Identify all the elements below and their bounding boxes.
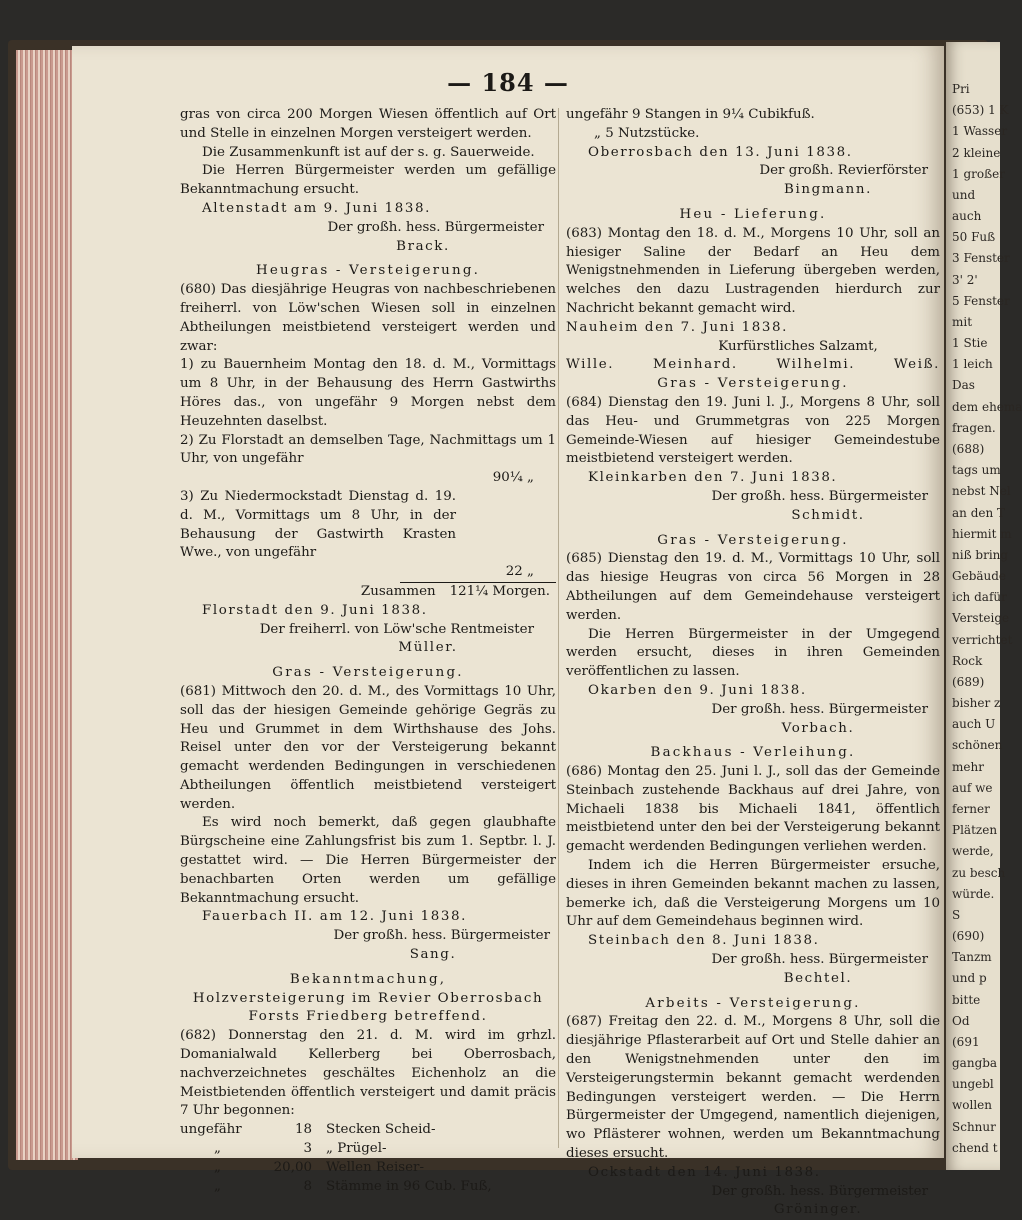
notice-heading: Bekanntmachung, xyxy=(289,971,447,987)
next-page-fragment: 50 Fuß xyxy=(952,230,996,245)
next-page-fragment: nebst Nel xyxy=(952,484,1011,499)
next-page-fragment: bitte xyxy=(952,992,981,1007)
signature-title: Der großh. hess. Bürgermeister xyxy=(333,928,550,944)
next-page-fragment: fragen. xyxy=(952,420,996,435)
wood-table-continued: „ 5 Nutzstücke. xyxy=(594,125,700,141)
next-page-fragment: (689) xyxy=(952,674,985,689)
paragraph: Indem ich die Herren Bürgermeister ersuche, dieses in ihren Gemeinden bekannt machen zu lassen, bemerke ich, daß die Versteigerung Morgens um 10 Uhr auf dem Gemeindehaus beginnen wird. xyxy=(566,858,940,930)
next-page-fragment: 1 Wasser xyxy=(952,124,1008,139)
signature-title: Der großh. hess. Bürgermeister xyxy=(711,701,928,717)
paragraph: Die Herren Bürgermeister werden um gefällige Bekanntmachung ersucht. xyxy=(180,163,556,198)
next-page-fragment: tags um xyxy=(952,463,1001,478)
next-page-fragment: 1 Stie xyxy=(952,336,988,351)
next-page-fragment: Pri xyxy=(952,82,970,96)
signature-name: Bingmann. xyxy=(784,182,872,198)
quantity: 90¼ „ xyxy=(492,470,534,486)
notice-685: (685) Dienstag den 19. d. M., Vormittags 10 Uhr, soll das hiesige Heugras von circa 56 Morgen in 28 Abtheilungen auf dem Gemeindehause versteigert werden. xyxy=(566,551,940,623)
next-page-fragment: Schnur xyxy=(952,1119,996,1134)
place-date: Fauerbach II. am 12. Juni 1838. xyxy=(202,909,467,925)
next-page-fragment: Versteige xyxy=(952,611,1010,626)
signature-title: Der großh. hess. Bürgermeister xyxy=(711,1183,928,1199)
signature-name: Müller. xyxy=(398,640,458,656)
list-item-2: 2) Zu Florstadt an demselben Tage, Nachmittags um 1 Uhr, von ungefähr xyxy=(180,432,556,467)
page-number: — 184 — xyxy=(447,68,569,97)
next-page-fragment: 1 leich xyxy=(952,357,993,372)
signature-name: Schmidt. xyxy=(791,507,865,523)
wood-table-row xyxy=(180,1159,556,1178)
place-date: Altenstadt am 9. Juni 1838. xyxy=(202,200,431,216)
next-page-fragment: hiermit m xyxy=(952,526,1012,541)
notice-heading: Gras - Versteigerung. xyxy=(657,376,849,392)
signature-title: Der großh. hess. Bürgermeister xyxy=(711,488,928,504)
book xyxy=(8,40,1022,1218)
next-page-fragment: ferner xyxy=(952,802,990,816)
notice-680: (680) Das diesjährige Heugras von nachbeschriebenen freiherrl. von Löw'schen Wiesen soll in einzelnen Abtheilungen meistbietend versteigert werden und zwar: xyxy=(180,282,556,354)
list-item-3: 3) Zu Niedermockstadt Dienstag d. 19. d. M., Vormittags um 8 Uhr, in der Behausung der Gastwirth Krasten Wwe., von ungefähr xyxy=(180,488,456,561)
signature-title: Der großh. hess. Bürgermeister xyxy=(327,219,544,235)
wood-table-row xyxy=(180,1178,556,1197)
page-edges xyxy=(16,50,78,1160)
signature-title: Kurfürstliches Salzamt, xyxy=(718,338,878,354)
notice-heading: Backhaus - Verleihung. xyxy=(650,745,856,761)
total-row xyxy=(180,583,556,602)
place-date: Ockstadt den 14. Juni 1838. xyxy=(588,1164,821,1180)
next-page-fragment: (690) xyxy=(952,929,985,944)
next-page-fragment: und xyxy=(952,187,976,202)
signature-title: Der freiherrl. von Löw'sche Rentmeister xyxy=(259,621,534,637)
next-page-fragment: 1 großer xyxy=(952,166,1005,181)
next-page-fragment: Od xyxy=(952,1013,970,1028)
next-page-fragment: würde. xyxy=(952,886,995,901)
next-page-fragment: S xyxy=(952,907,961,922)
signature-name: Gröninger. xyxy=(773,1202,863,1218)
signature-title: Der großh. Revierförster xyxy=(759,163,928,179)
wood-table-amount: 8 xyxy=(303,1178,312,1194)
notice-683: (683) Montag den 18. d. M., Morgens 10 Uhr, soll an hiesiger Saline der Bedarf an Heu dem Wenigstnehmenden in Lieferung übergeben werden, welches den dazu Lustragenden hierdurch zur Nachricht bekannt gemacht wird. xyxy=(566,225,940,316)
notice-682: (682) Donnerstag den 21. d. M. wird im grhzl. Domanialwald Kellerberg bei Oberrosbach, nachverzeichnetes geschältes Eichenholz an die Meistbietenden öffentlich versteigert und damit präcis 7 Uhr begonnen: xyxy=(180,1028,556,1119)
next-page-fragment: chend t xyxy=(952,1140,998,1155)
place-date: Florstadt den 9. Juni 1838. xyxy=(202,602,428,618)
next-page-fragment: bisher z xyxy=(952,696,1001,711)
next-page-fragment: niß bring xyxy=(952,547,1009,562)
next-page-fragment: auch xyxy=(952,209,982,224)
list-item-1: 1) zu Bauernheim Montag den 18. d. M., Vormittags um 8 Uhr, in der Behausung des Herrn Gastwirths Höres das., von ungefähr 9 Morgen nebst dem Heuzehnten daselbst. xyxy=(180,357,556,429)
next-page-fragment: auf we xyxy=(952,780,993,795)
quantity: 22 „ xyxy=(400,563,556,583)
signature-names: Wille. Meinhard. Wilhelmi. Weiß. xyxy=(566,357,940,373)
next-page-fragment: dem ehema xyxy=(952,399,1022,414)
next-page-fragment: (691 xyxy=(952,1034,980,1049)
signature-name: Sang. xyxy=(409,947,457,963)
wood-table-qualifier: „ xyxy=(214,1178,221,1194)
notice-heading: Arbeits - Versteigerung. xyxy=(645,995,861,1011)
wood-table-amount: 18 xyxy=(294,1122,312,1138)
next-page-fragment: ungebl xyxy=(952,1077,994,1092)
next-page-fragment: mehr xyxy=(952,759,984,774)
place-date: Oberrosbach den 13. Juni 1838. xyxy=(588,144,853,160)
wood-table-qualifier: „ xyxy=(214,1159,221,1175)
next-page-fragment: 2 kleine xyxy=(952,145,1001,160)
notice-681: (681) Mittwoch den 20. d. M., des Vormittags 10 Uhr, soll das der hiesigen Gemeinde gehörige Gegräs zu Heu und Grummet in dem Wirthshause des Johs. Reisel unter den vor der Versteigerung bekannt gemacht werdenden Bedingungen in verschiedenen Abtheilungen öffentlich meistbietend versteigert werden. xyxy=(180,683,556,812)
next-page-fragment: auch U xyxy=(952,717,996,732)
signature-name: Vorbach. xyxy=(781,720,855,736)
paragraph: gras von circa 200 Morgen Wiesen öffentlich auf Ort und Stelle in einzelnen Morgen versteigert werden. xyxy=(180,107,556,141)
place-date: Kleinkarben den 7. Juni 1838. xyxy=(588,470,838,486)
next-page-fragment: zu besch xyxy=(952,865,1006,880)
notice-heading: Gras - Versteigerung. xyxy=(657,532,849,548)
left-page xyxy=(72,46,944,1218)
wood-table-continued: ungefähr 9 Stangen in 9¼ Cubikfuß. xyxy=(566,107,815,122)
left-column xyxy=(180,106,556,1196)
wood-table-item: „ Prügel- xyxy=(326,1141,387,1157)
place-date: Steinbach den 8. Juni 1838. xyxy=(588,933,820,949)
next-page-fragment: (688) xyxy=(952,442,985,456)
signature-title: Der großh. hess. Bürgermeister xyxy=(711,952,928,968)
notice-684: (684) Dienstag den 19. Juni l. J., Morgens 8 Uhr, soll das Heu- und Grummetgras von 225 Morgen Gemeinde-Wiesen auf hiesiger Gemeindestube meistbietend versteigert werden. xyxy=(566,394,940,467)
total-label: Zusammen xyxy=(360,583,436,599)
wood-table-item: Stämme in 96 Cub. Fuß, xyxy=(326,1178,492,1194)
next-page-fragment: (653) 1 K xyxy=(952,103,1009,118)
signature-name: Brack. xyxy=(396,238,450,254)
notice-687: (687) Freitag den 22. d. M., Morgens 8 Uhr, soll die diesjährige Pflasterarbeit auf Ort und Stelle dahier an den Wenigstnehmenden unter den im Versteigerungstermin bekannt gemacht werdenden Bedingungen versteigert werden. — Die Herrn Bürgermeister der Umgegend, namentlich diejenigen, wo Pflästerer wohnen, werden um Bekanntmachung dieses ersucht. xyxy=(566,1014,940,1162)
paragraph: Die Zusammenkunft ist auf der s. g. Sauerweide. xyxy=(202,144,535,160)
wood-table-item: Stecken Scheid- xyxy=(326,1122,436,1138)
paragraph: Es wird noch bemerkt, daß gegen glaubhafte Bürgscheine eine Zahlungsfrist bis zum 1. Septbr. l. J. gestattet wird. — Die Herren Bürgermeister der benachbarten Orten werden um gefällige Bekanntmachung ersucht. xyxy=(180,815,556,906)
notice-heading: Heugras - Versteigerung. xyxy=(255,263,481,279)
notice-heading: Heu - Lieferung. xyxy=(679,206,827,222)
wood-table-row xyxy=(180,1140,556,1159)
next-page-fragment: Das xyxy=(952,378,975,393)
notice-686: (686) Montag den 25. Juni l. J., soll das der Gemeinde Steinbach zustehende Backhaus auf drei Jahre, von Michaeli 1838 bis Michaeli 1841, öffentlich meistbietend unter den bei der Versteigerung bekannt gemacht werdenden Bedingungen verliehen werden. xyxy=(566,764,940,855)
next-page-fragment: Gebäude xyxy=(952,569,1007,584)
wood-table-row xyxy=(180,1121,556,1140)
next-page-fragment: mit xyxy=(952,314,973,329)
right-column xyxy=(566,106,940,1220)
next-page-fragment: Tanzm xyxy=(952,950,992,965)
wood-table-qualifier: „ xyxy=(214,1141,221,1157)
total-value: 121¼ Morgen. xyxy=(449,583,550,599)
wood-table-amount: 3 xyxy=(303,1141,312,1157)
next-page-fragment: ich dafür xyxy=(952,590,1007,605)
next-page-fragment: schönen xyxy=(952,738,1003,753)
next-page-fragment: an den T xyxy=(952,505,1006,520)
next-page-fragment: Plätzen xyxy=(952,823,998,838)
place-date: Okarben den 9. Juni 1838. xyxy=(588,682,807,698)
column-divider xyxy=(558,108,559,1148)
next-page-edge xyxy=(946,42,1022,1170)
notice-heading: Gras - Versteigerung. xyxy=(272,665,464,681)
next-page-fragment: und p xyxy=(952,971,987,986)
paragraph: Die Herren Bürgermeister in der Umgegend werden ersucht, dieses in ihren Gemeinden veröffentlichen zu lassen. xyxy=(566,626,940,680)
notice-subheading: Holzversteigerung im Revier Oberrosbach Forsts Friedberg betreffend. xyxy=(192,990,544,1025)
signature-name: Bechtel. xyxy=(783,970,853,986)
wood-table-item: Wellen Reiser- xyxy=(326,1159,424,1175)
next-page-fragment: Rock xyxy=(952,653,983,668)
wood-table-qualifier: ungefähr xyxy=(180,1122,242,1138)
next-page-fragment: 3 Fenster xyxy=(952,251,1010,266)
next-page-fragment: 5 Fenster xyxy=(952,293,1010,308)
next-page-fragment: wollen xyxy=(952,1098,993,1113)
place-date: Nauheim den 7. Juni 1838. xyxy=(566,319,789,335)
wood-table-amount: 20,00 xyxy=(273,1159,312,1175)
next-page-fragment: gangba xyxy=(952,1056,998,1071)
next-page-fragment: verrichtet xyxy=(952,632,1013,647)
next-page-fragment: 3' 2' xyxy=(952,272,978,287)
next-page-fragment: werde, xyxy=(952,844,994,859)
